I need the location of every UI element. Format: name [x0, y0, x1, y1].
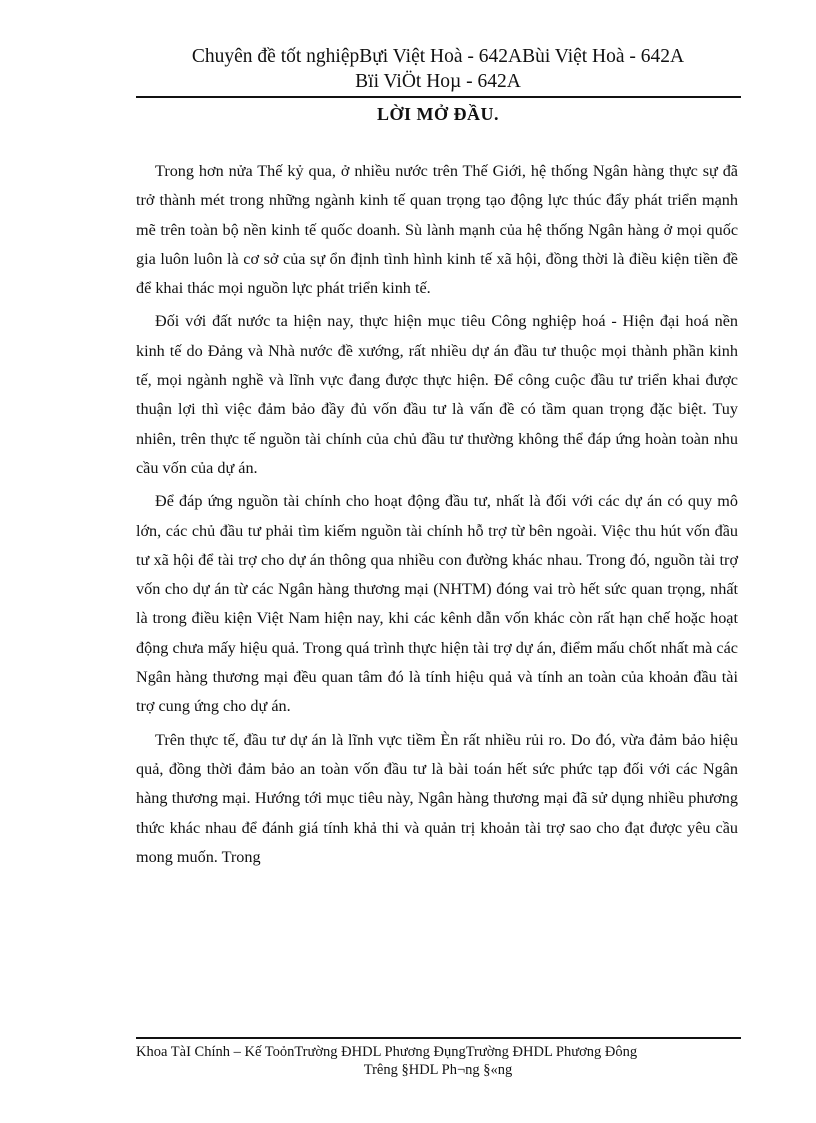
body-text	[136, 157, 738, 876]
paragraph-2: Đối với đất nước ta hiện nay, thực hiện mục tiêu Công nghiệp hoá - Hiện đại hoá nền kinh tế do Đảng và Nhà nước đề xướng, rất nhiều dự án đầu tư thuộc mọi thành phần kinh tế, mọi ngành nghề và lĩnh vực đang được thực hiện. Để công cuộc đầu tư triển khai được thuận lợi thì việc đảm bảo đầy đủ vốn đầu tư là vấn đề có tầm quan trọng đặc biệt. Tuy nhiên, trên thực tế nguồn tài chính của chủ đầu tư thường không thể đáp ứng hoàn toàn nhu cầu vốn của dự án.	[136, 312, 738, 477]
paragraph-3: Để đáp ứng nguồn tài chính cho hoạt động đầu tư, nhất là đối với các dự án có quy mô lớn, các chủ đầu tư phải tìm kiếm nguồn tài chính hỗ trợ từ bên ngoài. Việc thu hút vốn đầu tư xã hội để tài trợ cho dự án thông qua nhiều con đường khác nhau. Trong đó, nguồn tài trợ vốn cho dự án từ các Ngân hàng thương mại (NHTM) đóng vai trò hết sức quan trọng, nhất là trong điều kiện Việt Nam hiện nay, khi các kênh dẫn vốn khác còn rất hạn chế hoặc hoạt động chưa mấy hiệu quả. Trong quá trình thực hiện tài trợ dự án, điểm mấu chốt nhất mà các Ngân hàng thương mại đều quan tâm đó là tính hiệu quả và tính an toàn của khoản đầu tài trợ cung ứng cho dự án.	[136, 492, 738, 716]
footer-line-1: Khoa TàI Chính – Kế ToỏnTrường ĐHDL Phương ĐụngTrường ĐHDL Phương Đông	[136, 1044, 638, 1060]
page-footer	[136, 1043, 740, 1079]
header-divider	[136, 96, 741, 98]
header-line-2: Bïi ViÖt Hoµ - 642A	[355, 71, 521, 92]
page-header	[136, 44, 740, 94]
section-title: LỜI MỞ ĐẦU.	[377, 104, 499, 124]
footer-line-2: Trêng §HDL Ph¬ng §«ng	[363, 1062, 513, 1078]
footer-divider	[136, 1037, 741, 1039]
paragraph-1: Trong hơn nửa Thế kỷ qua, ở nhiều nước trên Thế Giới, hệ thống Ngân hàng thực sự đã trở thành mét trong những ngành kinh tế quan trọng tạo động lực thúc đẩy phát triển mạnh mẽ trên toàn bộ nền kinh tế quốc doanh. Sù lành mạnh của hệ thống Ngân hàng ở mọi quốc gia luôn luôn là cơ sở của sự ổn định tình hình kinh tế xã hội, đồng thời là điều kiện tiền đề để khai thác mọi nguồn lực phát triển kinh tế.	[136, 162, 738, 298]
paragraph-4: Trên thực tế, đầu tư dự án là lĩnh vực tiềm Èn rất nhiều rủi ro. Do đó, vừa đảm bảo hiệu quả, đồng thời đảm bảo an toàn vốn đầu tư là bài toán hết sức phức tạp đối với các Ngân hàng thương mại. Hướng tới mục tiêu này, Ngân hàng thương mại đã sử dụng nhiều phương thức khác nhau để đánh giá tính khả thi và quản trị khoản tài trợ sao cho đạt được yêu cầu mong muốn. Trong	[136, 730, 738, 866]
header-line-1: Chuyên đề tốt nghiệpBựi Việt Hoà - 642ABùi Việt Hoà - 642A	[191, 46, 685, 67]
